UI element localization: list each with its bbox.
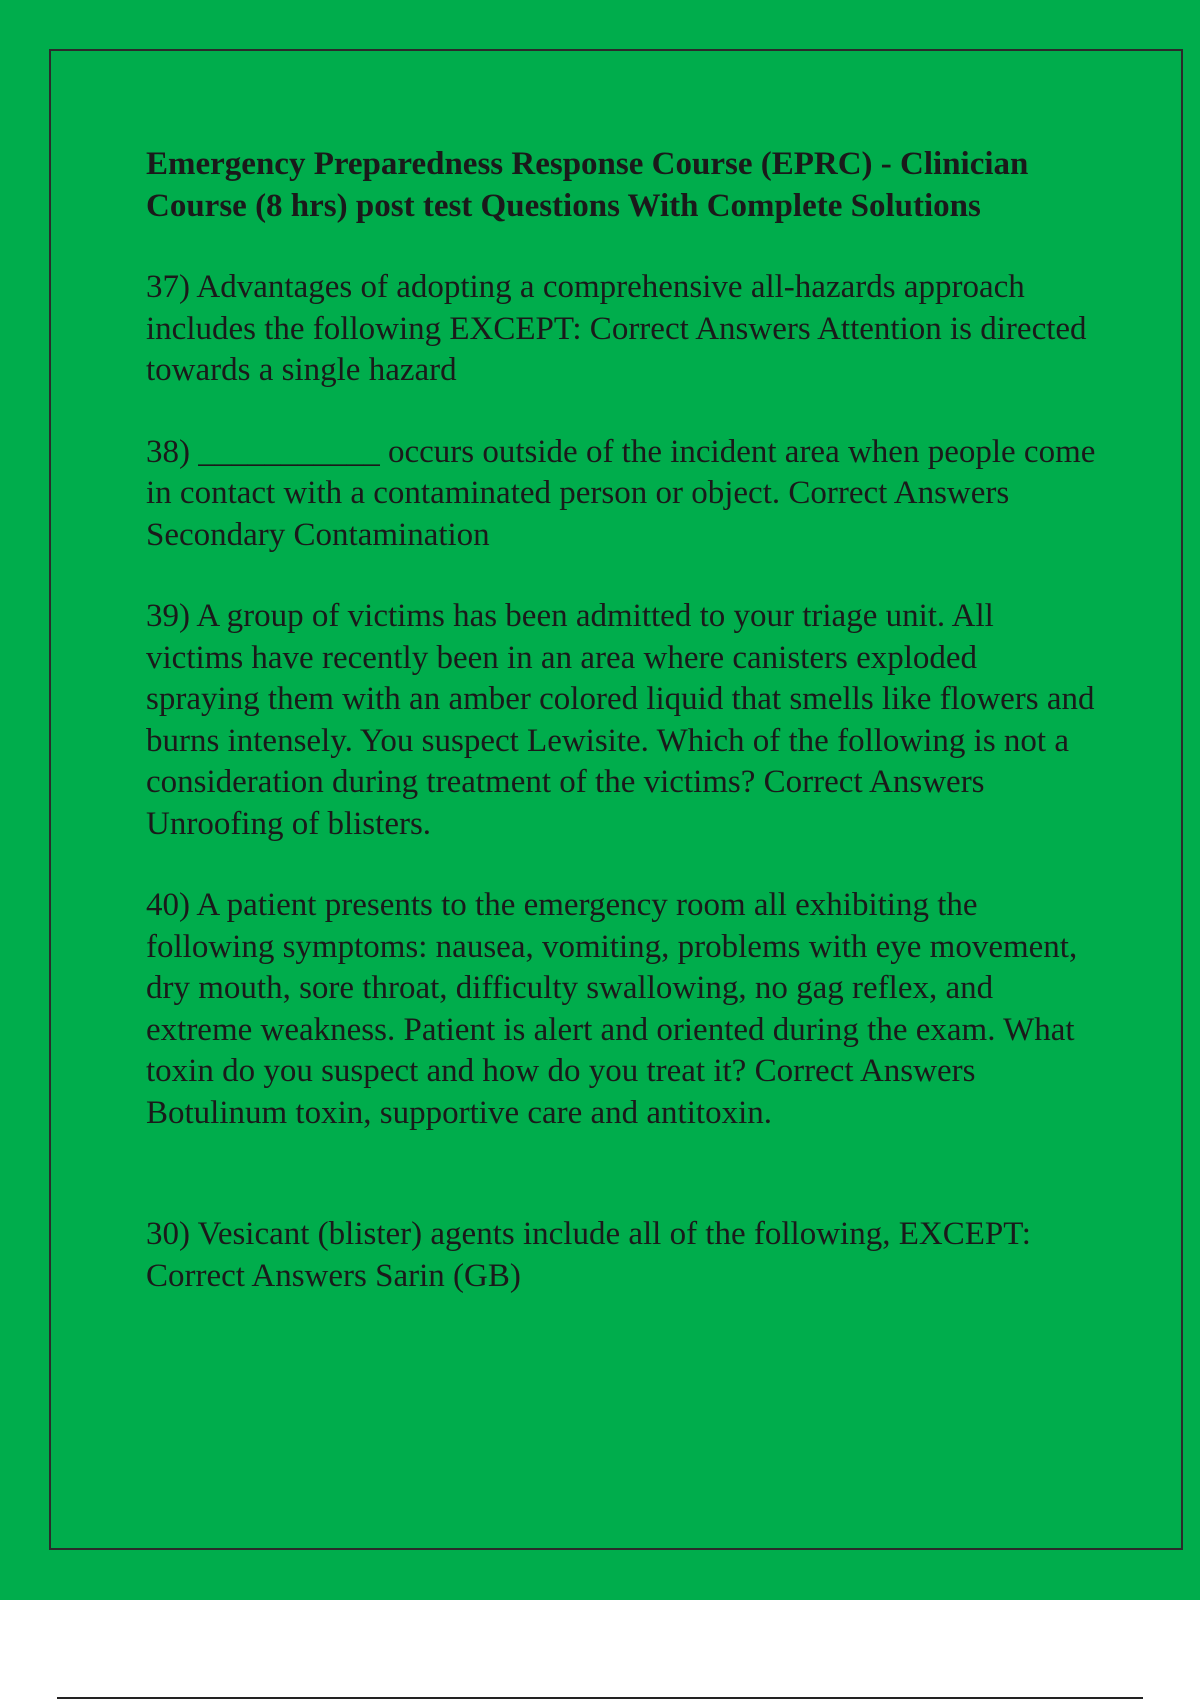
document-title: Emergency Preparedness Response Course (EPRC) - Clinician Course (8 hrs) post test Questions With Complete Solutions	[146, 146, 1029, 224]
document-content	[146, 143, 1096, 1337]
question-39: 39) A group of victims has been admitted to your triage unit. All victims have recently been in an area where canisters exploded spraying them with an amber colored liquid that smells like flowers and burns intensely. You suspect Lewisite. Which of the following is not a consideration during treatment of the victims? Correct Answers Unroofing of blisters.	[146, 598, 1095, 842]
bottom-divider	[57, 1697, 1143, 1699]
question-40: 40) A patient presents to the emergency room all exhibiting the following symptoms: nausea, vomiting, problems with eye movement, dry mouth, sore throat, difficulty swallowing, no gag reflex, and extreme weakness. Patient is alert and oriented during the exam. What toxin do you suspect and how do you treat it? Correct Answers Botulinum toxin, supportive care and antitoxin.	[146, 887, 1078, 1131]
question-38: 38) ___________ occurs outside of the incident area when people come in contact with a contaminated person or object. Correct Answers Secondary Contamination	[146, 433, 1096, 553]
question-37: 37) Advantages of adopting a comprehensive all-hazards approach includes the following EXCEPT: Correct Answers Attention is directed towards a single hazard	[146, 269, 1087, 388]
question-30: 30) Vesicant (blister) agents include all of the following, EXCEPT: Correct Answers Sarin (GB)	[146, 1216, 1031, 1294]
